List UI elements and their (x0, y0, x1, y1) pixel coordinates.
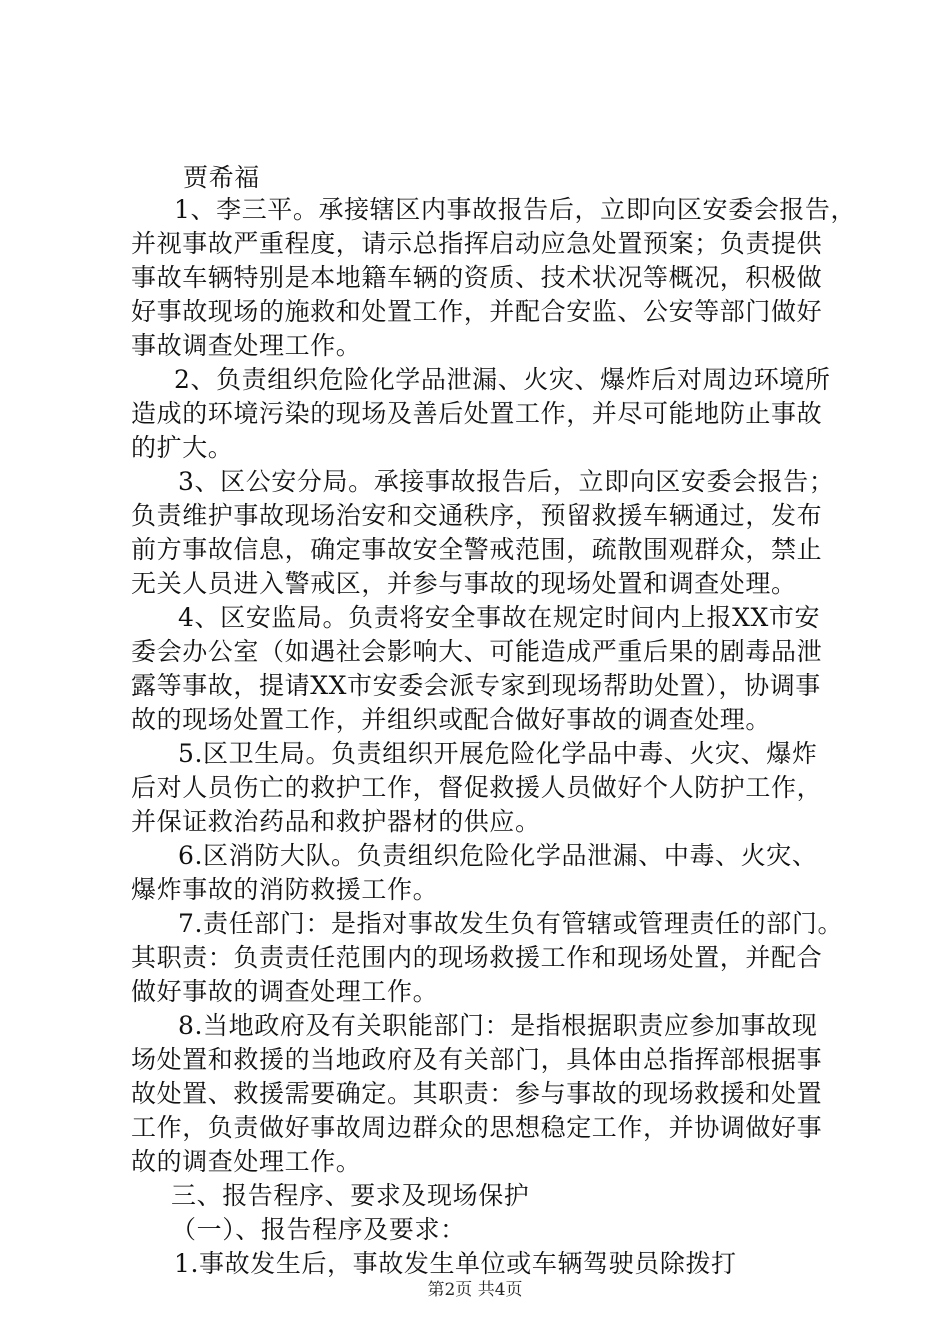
document-line: 无关人员进入警戒区，并参与事故的现场处置和调查处理。 (131, 569, 797, 598)
document-line: 并视事故严重程度，请示总指挥启动应急处置预案；负责提供 (131, 229, 823, 258)
document-line: 贾希福 (183, 163, 260, 192)
document-line: 1.事故发生后，事故发生单位或车辆驾驶员除拨打 (174, 1249, 737, 1278)
document-line: 并保证救治药品和救护器材的供应。 (131, 807, 541, 836)
document-line: 后对人员伤亡的救护工作，督促救援人员做好个人防护工作， (131, 773, 823, 802)
document-line: 3、区公安分局。承接事故报告后，立即向区安委会报告； (178, 467, 835, 496)
document-line: 8.当地政府及有关职能部门：是指根据职责应参加事故现 (178, 1011, 818, 1040)
document-line: 7.责任部门：是指对事故发生负有管辖或管理责任的部门。 (178, 909, 844, 938)
document-line: （一）、报告程序及要求： (171, 1215, 466, 1244)
document-line: 5.区卫生局。负责组织开展危险化学品中毒、火灾、爆炸 (178, 739, 818, 768)
document-line: 工作，负责做好事故周边群众的思想稳定工作，并协调做好事 (131, 1113, 823, 1142)
document-line: 事故调查处理工作。 (131, 331, 362, 360)
document-line: 好事故现场的施救和处置工作，并配合安监、公安等部门做好 (131, 297, 823, 326)
document-line: 4、区安监局。负责将安全事故在规定时间内上报XX市安 (178, 603, 821, 632)
document-line: 故处置、救援需要确定。其职责：参与事故的现场救援和处置 (131, 1079, 823, 1108)
document-line: 负责维护事故现场治安和交通秩序，预留救援车辆通过，发布 (131, 501, 823, 530)
document-line: 6.区消防大队。负责组织危险化学品泄漏、中毒、火灾、 (178, 841, 818, 870)
document-line: 2、负责组织危险化学品泄漏、火灾、爆炸后对周边环境所 (174, 365, 831, 394)
document-line: 的扩大。 (131, 433, 234, 462)
document-line: 委会办公室（如遇社会影响大、可能造成严重后果的剧毒品泄 (131, 637, 823, 666)
page-footer: 第2页 共4页 (427, 1280, 523, 1300)
document-line: 故的现场处置工作，并组织或配合做好事故的调查处理。 (131, 705, 772, 734)
document-line: 其职责：负责责任范围内的现场救援工作和现场处置，并配合 (131, 943, 823, 972)
document-line: 爆炸事故的消防救援工作。 (131, 875, 439, 904)
document-line: 故的调查处理工作。 (131, 1147, 362, 1176)
document-line: 做好事故的调查处理工作。 (131, 977, 439, 1006)
document-line: 场处置和救援的当地政府及有关部门，具体由总指挥部根据事 (131, 1045, 823, 1074)
document-line: 前方事故信息，确定事故安全警戒范围，疏散围观群众，禁止 (131, 535, 823, 564)
document-line: 三、报告程序、要求及现场保护 (171, 1181, 530, 1210)
document-line: 事故车辆特别是本地籍车辆的资质、技术状况等概况，积极做 (131, 263, 823, 292)
document-line: 造成的环境污染的现场及善后处置工作，并尽可能地防止事故 (131, 399, 823, 428)
document-line: 露等事故，提请XX市安委会派专家到现场帮助处置），协调事 (131, 671, 821, 700)
document-line: 1、李三平。承接辖区内事故报告后，立即向区安委会报告， (174, 195, 857, 224)
